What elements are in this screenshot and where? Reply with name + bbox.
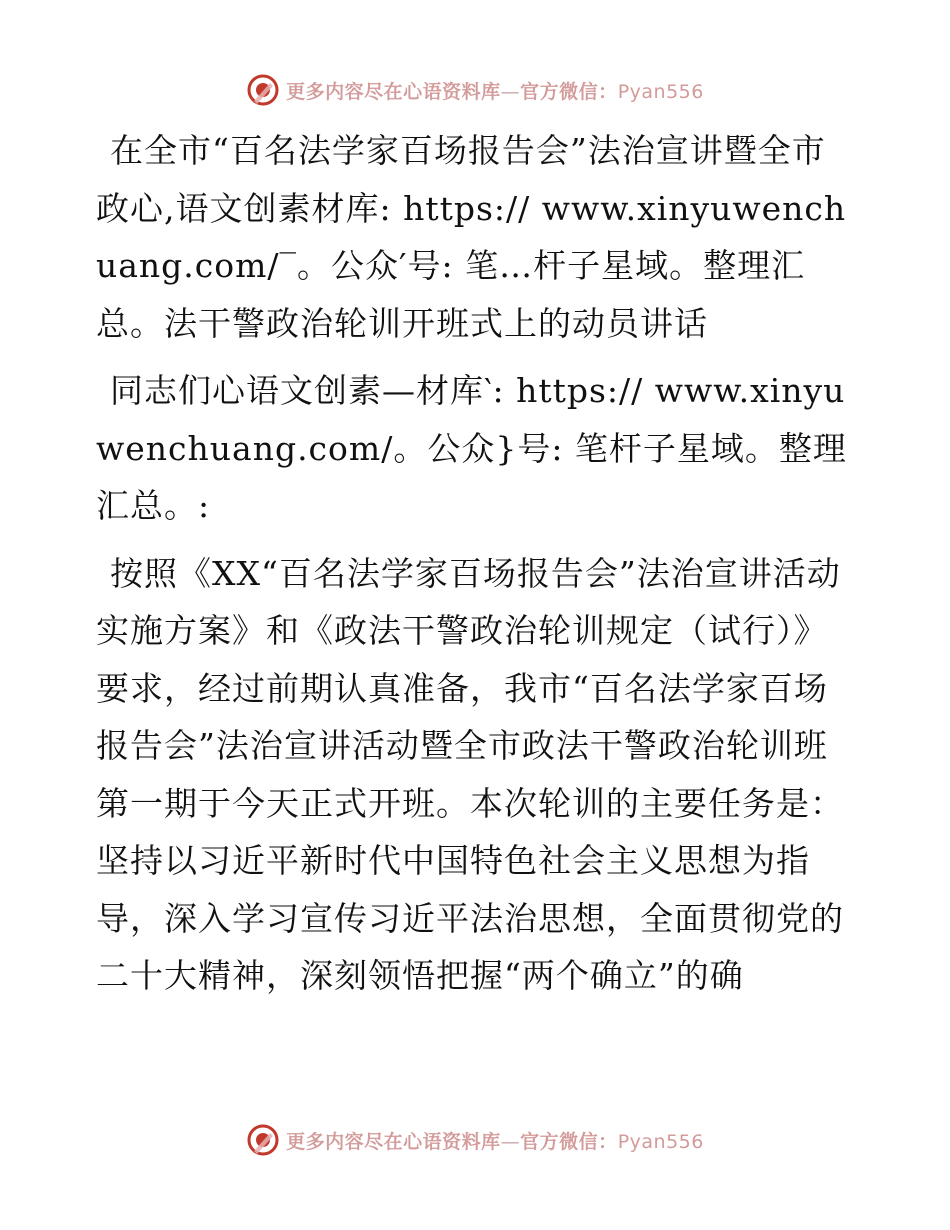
- banner-contact-handle: Pyan556: [617, 1130, 704, 1153]
- paragraph-1: 在全市“百名法学家百场报告会”法治宣讲暨全市政心,语文创素材库: https:// www.xinyuwenchuang.com/‾。公众′号: 笔…杆子星域。整理汇总。法干警政治轮训开班式上的动员讲话: [96, 131, 847, 343]
- banner-contact-handle: Pyan556: [617, 80, 704, 103]
- red-circle-pen-logo-icon: [246, 73, 280, 107]
- red-circle-pen-logo-icon: [246, 1123, 280, 1157]
- header-watermark-banner: [0, 70, 950, 110]
- banner-title: 更多内容尽在心语资料库: [286, 80, 501, 103]
- banner-separator: —: [500, 1130, 521, 1153]
- banner-contact-label: 官方微信：: [520, 1130, 618, 1153]
- banner-text: [286, 1127, 704, 1154]
- banner-title: 更多内容尽在心语资料库: [286, 1130, 501, 1153]
- paragraph-3: 按照《XX“百名法学家百场报告会”法治宣讲活动实施方案》和《政法干警政治轮训规定（试行）》要求，经过前期认真准备，我市“百名法学家百场报告会”法治宣讲活动暨全市政法干警政治轮训班第一期于今天正式开班。本次轮训的主要任务是：坚持以习近平新时代中国特色社会主义思想为指导，深入学习宣传习近平法治思想，全面贯彻党的二十大精神，深刻领悟把握“两个确立”的确: [96, 553, 844, 995]
- footer-watermark-banner: [0, 1120, 950, 1160]
- banner-contact-label: 官方微信：: [520, 80, 618, 103]
- document-body: [96, 122, 852, 1005]
- paragraph-2: 同志们心语文创素—材库‵: https:// www.xinyuwenchuang.com/。公众}号: 笔杆子星域。整理汇总。:: [96, 371, 847, 525]
- banner-separator: —: [500, 80, 521, 103]
- banner-text: [286, 77, 704, 104]
